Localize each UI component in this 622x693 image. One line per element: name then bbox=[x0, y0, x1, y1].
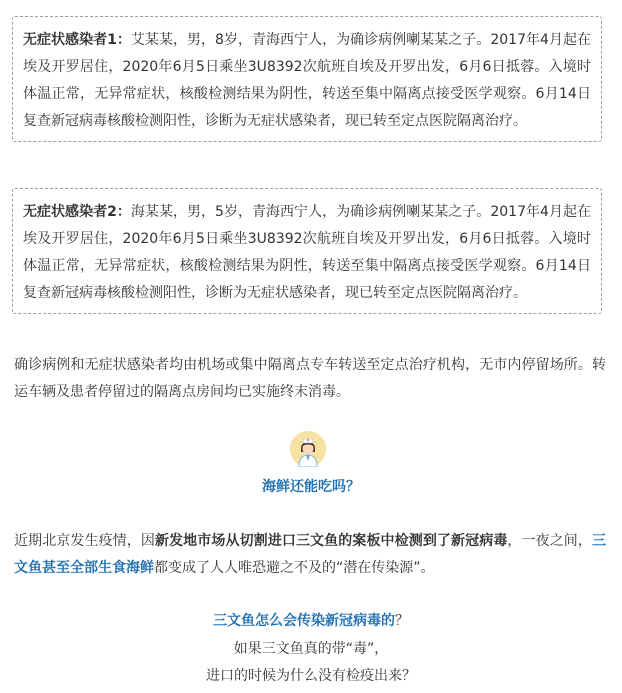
question-line-1-mark: ？ bbox=[395, 613, 409, 629]
case-box-1 bbox=[12, 16, 602, 142]
news-part-3: ，一夜之间， bbox=[507, 533, 593, 549]
news-part-2-bold: 新发地市场从切割进口三文鱼的案板中检测到了新冠病毒 bbox=[154, 533, 508, 549]
case-1-label: 无症状感染者1： bbox=[23, 32, 131, 48]
case-1-text: 艾某某，男，8岁，青海西宁人，为确诊病例喇某某之子。2017年4月起在埃及开罗居住，2020年6月5日乘坐3U8392次航班自埃及开罗出发，6月6日抵蓉。入境时体温正常，无异常症状，核酸检测结果为阴性，转送至集中隔离点接受医学观察。6月14日复查新冠病毒核酸检测阳性，诊断为无症状感染者，现已转至定点医院隔离治疗。 bbox=[23, 32, 591, 129]
case-box-2 bbox=[12, 188, 602, 314]
question-line-2: 如果三文鱼真的带“毒”， bbox=[233, 641, 389, 657]
question-line-1 bbox=[0, 610, 622, 632]
question-line-3: 进口的时候为什么没有检疫出来？ bbox=[206, 668, 416, 684]
news-part-5: 都变成了人人唯恐避之不及的“潜在传染源”。 bbox=[154, 560, 435, 576]
doctor-avatar-icon bbox=[290, 431, 326, 467]
news-part-1: 近期北京发生疫情，因 bbox=[14, 533, 155, 549]
question-line-1-highlight: 三文鱼怎么会传染新冠病毒的 bbox=[213, 613, 395, 629]
transfer-paragraph: 确诊病例和无症状感染者均由机场或集中隔离点专车转送至定点治疗机构，无市内停留场所。转运车辆及患者停留过的隔离点房间均已实施终末消毒。 bbox=[14, 357, 606, 400]
case-2-text: 海某某，男，5岁，青海西宁人，为确诊病例喇某某之子。2017年4月起在埃及开罗居住，2020年6月5日乘坐3U8392次航班自埃及开罗出发，6月6日抵蓉。入境时体温正常，无异常症状，核酸检测结果为阴性，转送至集中隔离点接受医学观察。6月14日复查新冠病毒核酸检测阳性，诊断为无症状感染者，现已转至定点医院隔离治疗。 bbox=[23, 204, 591, 301]
news-part-4-highlight: 三文鱼甚至全部生食海鲜 bbox=[14, 533, 607, 576]
case-2-label: 无症状感染者2： bbox=[23, 204, 131, 220]
news-paragraph bbox=[14, 528, 606, 582]
section-heading: 海鲜还能吃吗？ bbox=[262, 479, 360, 495]
